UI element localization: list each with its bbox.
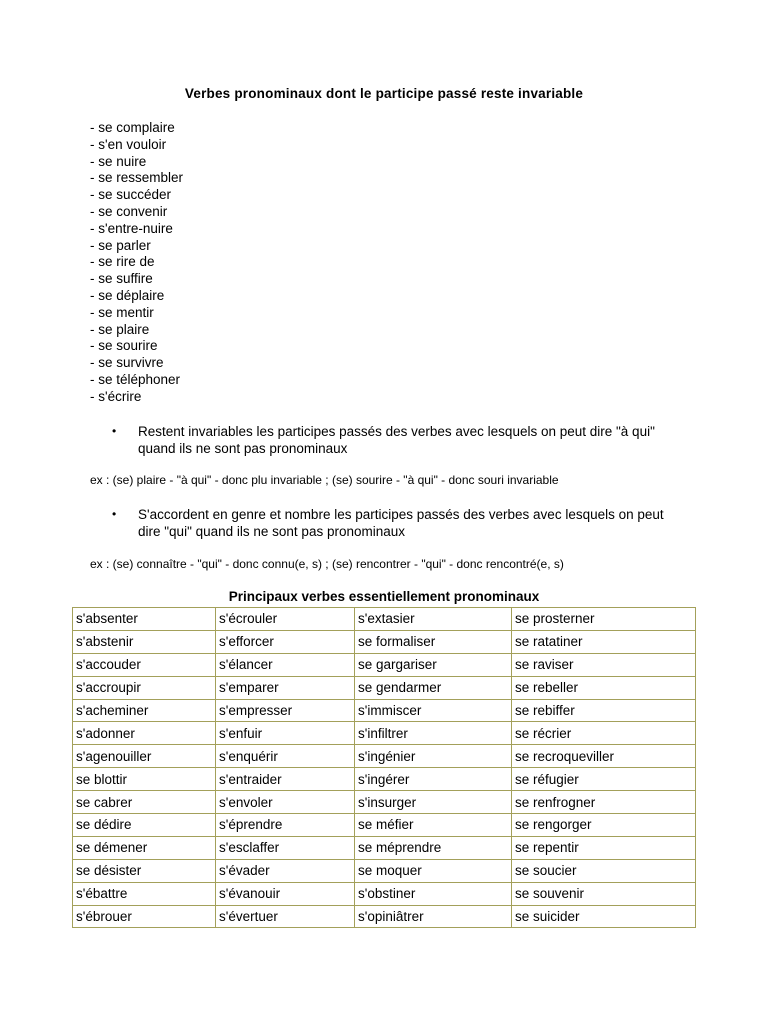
invariable-verb-list: [90, 120, 183, 406]
table-cell: se souvenir: [512, 882, 696, 905]
table-cell: s'insurger: [355, 791, 512, 814]
table-cell: se soucier: [512, 859, 696, 882]
table-cell: s'ébattre: [73, 882, 216, 905]
table-cell: se repentir: [512, 836, 696, 859]
table-cell: s'ingérer: [355, 768, 512, 791]
table-row: [73, 722, 696, 745]
table-cell: s'efforcer: [216, 630, 355, 653]
table-cell: se suicider: [512, 905, 696, 928]
table-row: [73, 699, 696, 722]
bullet-text: Restent invariables les participes passés des verbes avec lesquels on peut dire "à qui" quand ils ne sont pas pronominaux: [138, 424, 655, 456]
table-cell: se réfugier: [512, 768, 696, 791]
verb-list-item: - se sourire: [90, 338, 158, 354]
table-row: [73, 608, 696, 631]
table-row: [73, 745, 696, 768]
table-cell: s'obstiner: [355, 882, 512, 905]
pronominal-verbs-table: [72, 607, 696, 928]
table-cell: s'évertuer: [216, 905, 355, 928]
table-row: [73, 814, 696, 837]
table-cell: se moquer: [355, 859, 512, 882]
table-cell: se démener: [73, 836, 216, 859]
table-cell: se renfrogner: [512, 791, 696, 814]
table-cell: se blottir: [73, 768, 216, 791]
table-cell: s'envoler: [216, 791, 355, 814]
example-line: ex : (se) connaître - "qui" - donc connu(e, s) ; (se) rencontrer - "qui" - donc rencontré(e, s): [90, 557, 564, 571]
table-cell: s'éprendre: [216, 814, 355, 837]
table-cell: s'extasier: [355, 608, 512, 631]
verb-list-item: - se nuire: [90, 153, 147, 169]
table-cell: se désister: [73, 859, 216, 882]
verb-list-item: - se déplaire: [90, 287, 165, 303]
table-cell: s'acheminer: [73, 699, 216, 722]
table-cell: s'évader: [216, 859, 355, 882]
table-cell: se gargariser: [355, 653, 512, 676]
verb-list-item: - se téléphoner: [90, 371, 181, 387]
verb-list-item: - se convenir: [90, 203, 168, 219]
verb-list-item: - se mentir: [90, 304, 154, 320]
table-cell: se rengorger: [512, 814, 696, 837]
table-row: [73, 791, 696, 814]
table-cell: s'entraider: [216, 768, 355, 791]
verb-list-item: - s'entre-nuire: [90, 220, 173, 236]
verb-list-item: - s'en vouloir: [90, 136, 167, 152]
table-body: [73, 608, 696, 928]
table-cell: s'emparer: [216, 676, 355, 699]
table-cell: se formaliser: [355, 630, 512, 653]
table-cell: s'infiltrer: [355, 722, 512, 745]
table-cell: s'ébrouer: [73, 905, 216, 928]
document-title: Verbes pronominaux dont le participe passé reste invariable: [184, 86, 584, 101]
table-title: Principaux verbes essentiellement pronominaux: [228, 589, 540, 604]
table-row: [73, 905, 696, 928]
table-cell: se rebeller: [512, 676, 696, 699]
table-cell: s'immiscer: [355, 699, 512, 722]
table-cell: s'enfuir: [216, 722, 355, 745]
table-cell: s'enquérir: [216, 745, 355, 768]
table-cell: s'écrouler: [216, 608, 355, 631]
table-cell: s'évanouir: [216, 882, 355, 905]
table-cell: se ratatiner: [512, 630, 696, 653]
table-cell: s'empresser: [216, 699, 355, 722]
table-row: [73, 676, 696, 699]
table-row: [73, 859, 696, 882]
verb-list-item: - s'écrire: [90, 388, 142, 404]
example-line: ex : (se) plaire - "à qui" - donc plu invariable ; (se) sourire - "à qui" - donc souri invariable: [90, 473, 559, 487]
table-cell: se méprendre: [355, 836, 512, 859]
bullet-symbol: •: [112, 507, 117, 521]
verb-list-item: - se ressembler: [90, 170, 184, 186]
table-cell: s'élancer: [216, 653, 355, 676]
table-cell: se dédire: [73, 814, 216, 837]
verb-list-item: - se suffire: [90, 271, 153, 287]
table-cell: se récrier: [512, 722, 696, 745]
table-row: [73, 653, 696, 676]
table-cell: s'accouder: [73, 653, 216, 676]
table-cell: se méfier: [355, 814, 512, 837]
table-cell: se rebiffer: [512, 699, 696, 722]
table-cell: se gendarmer: [355, 676, 512, 699]
verb-list-item: - se parler: [90, 237, 151, 253]
bullet-item: [112, 423, 672, 457]
table-cell: s'abstenir: [73, 630, 216, 653]
verb-list-item: - se plaire: [90, 321, 150, 337]
table-cell: se prosterner: [512, 608, 696, 631]
table-cell: se raviser: [512, 653, 696, 676]
table-cell: s'esclaffer: [216, 836, 355, 859]
bullet-symbol: •: [112, 424, 117, 438]
table-cell: se cabrer: [73, 791, 216, 814]
table-cell: s'opiniâtrer: [355, 905, 512, 928]
table-cell: s'ingénier: [355, 745, 512, 768]
table-cell: s'adonner: [73, 722, 216, 745]
table-cell: s'agenouiller: [73, 745, 216, 768]
table-row: [73, 768, 696, 791]
bullet-text: S'accordent en genre et nombre les participes passés des verbes avec lesquels on peut dire "qui" quand ils ne sont pas pronominaux: [138, 507, 664, 539]
table-row: [73, 836, 696, 859]
table-row: [73, 630, 696, 653]
table-cell: s'absenter: [73, 608, 216, 631]
verb-list-item: - se succéder: [90, 187, 172, 203]
table-cell: se recroqueviller: [512, 745, 696, 768]
table-row: [73, 882, 696, 905]
bullet-item: [112, 506, 672, 540]
verb-list-item: - se survivre: [90, 355, 164, 371]
table-cell: s'accroupir: [73, 676, 216, 699]
verb-list-item: - se rire de: [90, 254, 155, 270]
verb-list-item: - se complaire: [90, 120, 175, 135]
